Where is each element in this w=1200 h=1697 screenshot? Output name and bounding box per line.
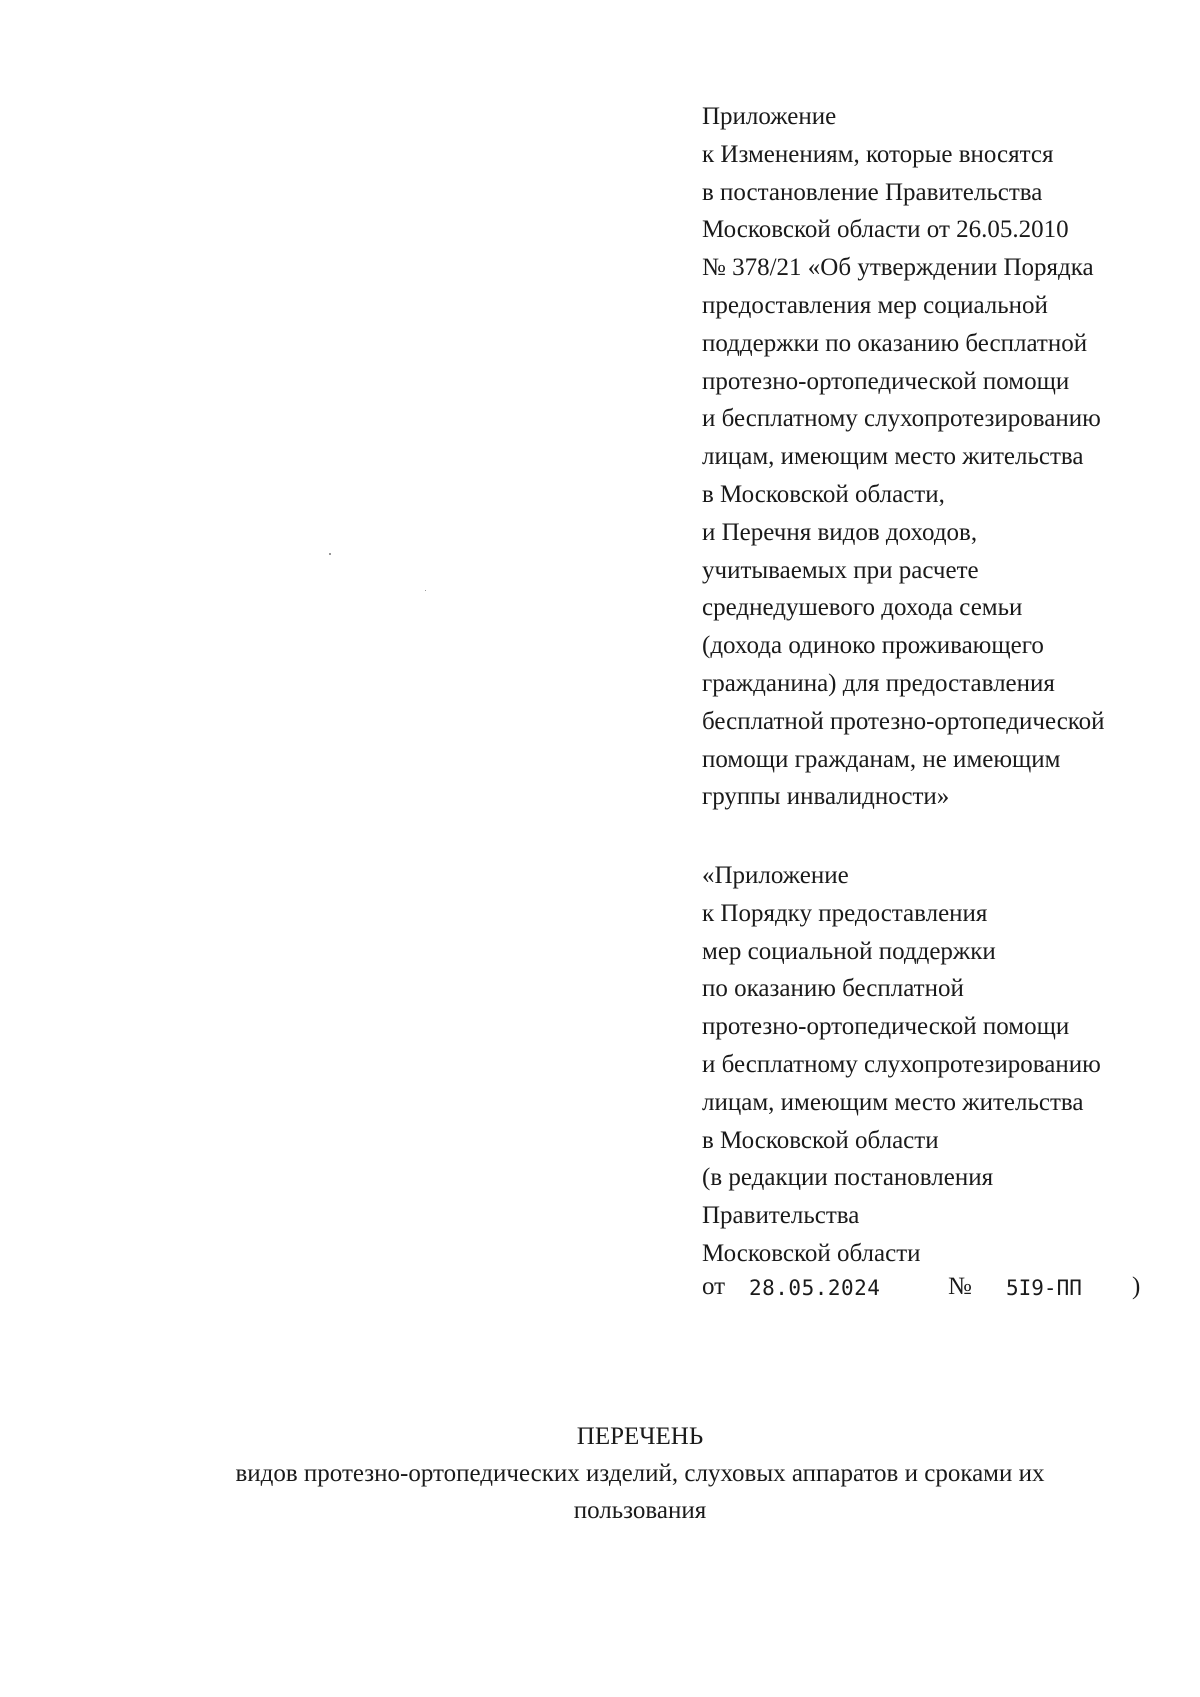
order-line: Правительства: [702, 1202, 860, 1230]
appendix-line: бесплатной протезно-ортопедической: [702, 707, 1105, 735]
order-line: к Порядку предоставления: [702, 899, 988, 927]
appendix-reference-block: [702, 98, 1105, 816]
appendix-line: № 378/21 «Об утверждении Порядка: [702, 254, 1094, 282]
order-line: мер социальной поддержки: [702, 937, 996, 965]
resolution-number: 5I9-ПП: [1006, 1276, 1082, 1300]
appendix-line: и Перечня видов доходов,: [702, 518, 978, 546]
order-appendix-block: [702, 857, 1101, 1273]
appendix-line: протезно-ортопедической помощи: [702, 367, 1070, 395]
title-subtitle-line1: видов протезно-ортопедических изделий, слуховых аппаратов и сроками их: [235, 1460, 1045, 1487]
order-line: протезно-ортопедической помощи: [702, 1013, 1070, 1041]
appendix-line: учитываемых при расчете: [702, 556, 979, 584]
appendix-line: помощи гражданам, не имеющим: [702, 745, 1061, 773]
order-line: «Приложение: [702, 862, 849, 889]
closing-parenthesis: ): [1132, 1273, 1141, 1300]
appendix-line: поддержки по оказанию бесплатной: [702, 329, 1088, 357]
title-subtitle-line2: пользования: [573, 1497, 707, 1524]
appendix-line: (дохода одиноко проживающего: [702, 632, 1044, 660]
appendix-line: и бесплатному слухопротезированию: [702, 405, 1101, 433]
appendix-line: Приложение: [702, 103, 837, 130]
appendix-line: предоставления мер социальной: [702, 291, 1048, 319]
order-line: по оказанию бесплатной: [702, 975, 964, 1003]
title-heading: ПЕРЕЧЕНЬ: [576, 1423, 704, 1450]
order-line: лицам, имеющим место жительства: [702, 1088, 1084, 1116]
document-title: [150, 1418, 1130, 1529]
appendix-line: в постановление Правительства: [702, 178, 1043, 206]
appendix-line: к Изменениям, которые вносятся: [702, 140, 1054, 168]
appendix-line: лицам, имеющим место жительства: [702, 443, 1084, 471]
order-line: Московской области: [702, 1239, 921, 1267]
appendix-line: группы инвалидности»: [702, 783, 950, 811]
resolution-date-number-line: [702, 1273, 1162, 1311]
number-sign: №: [948, 1273, 972, 1300]
date-prefix: от: [702, 1273, 726, 1300]
resolution-date: 28.05.2024: [749, 1276, 881, 1300]
appendix-line: в Московской области,: [702, 480, 945, 508]
order-line: в Московской области: [702, 1126, 939, 1154]
order-line: (в редакции постановления: [702, 1164, 994, 1192]
appendix-line: Московской области от 26.05.2010: [702, 216, 1069, 244]
order-line: и бесплатному слухопротезированию: [702, 1050, 1101, 1078]
appendix-line: среднедушевого дохода семьи: [702, 594, 1023, 622]
scan-speck: [425, 590, 426, 591]
appendix-line: гражданина) для предоставления: [702, 669, 1055, 697]
scan-speck: [329, 553, 331, 555]
